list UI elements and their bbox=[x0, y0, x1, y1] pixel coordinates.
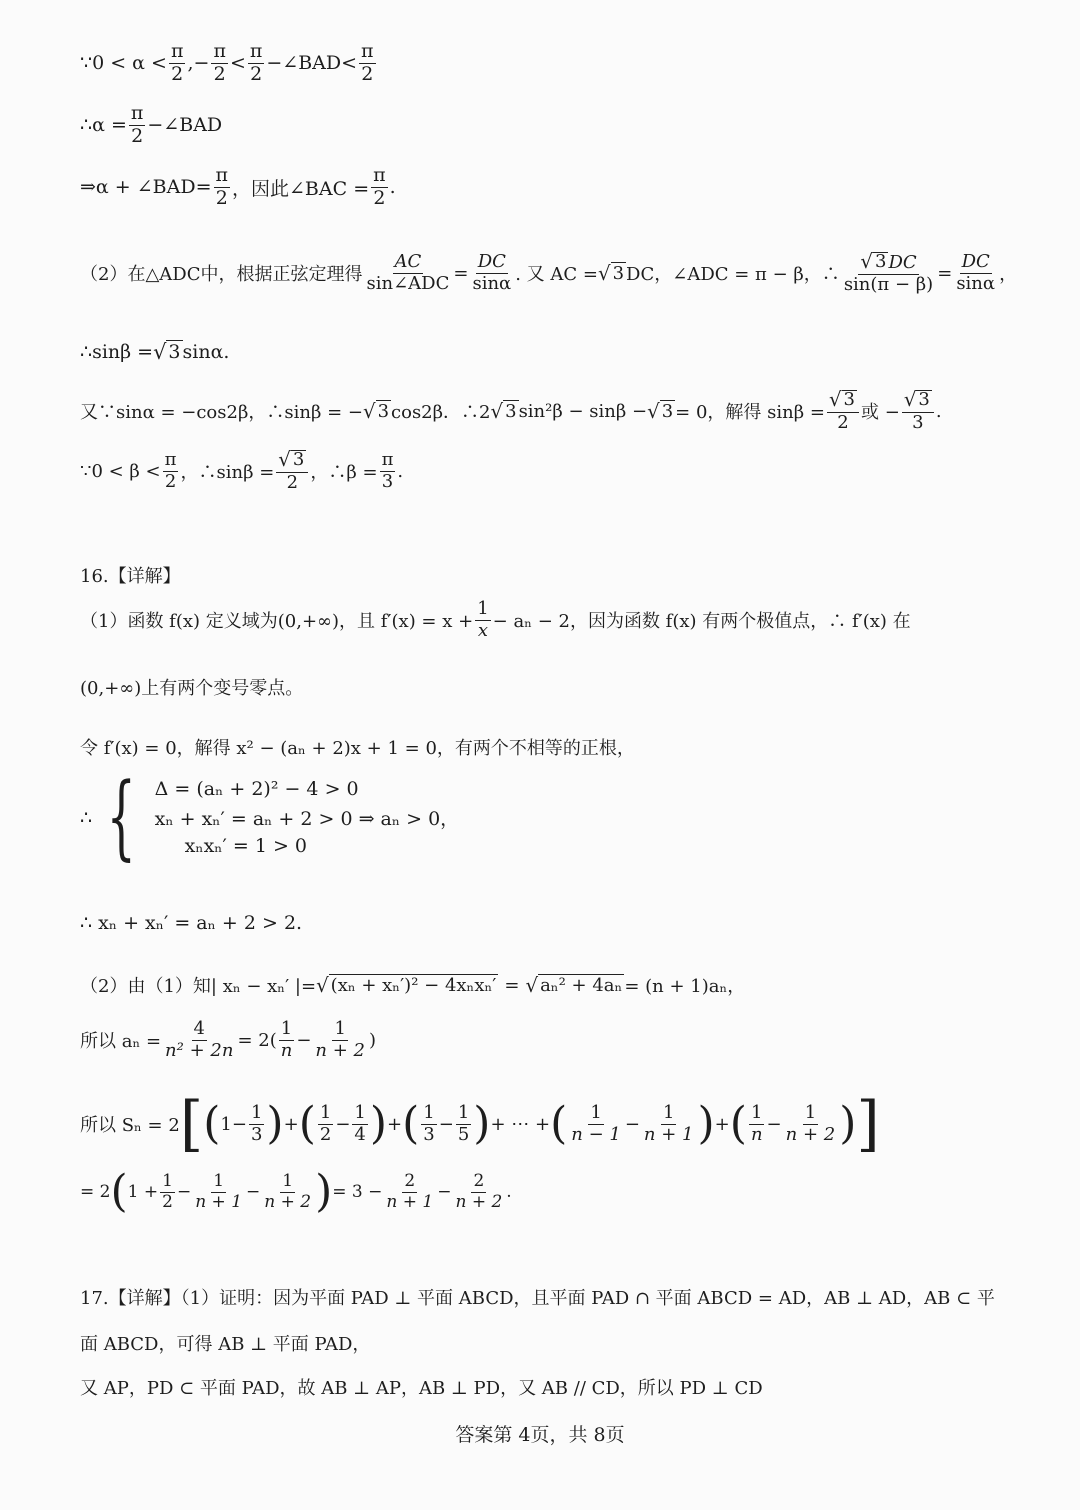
line-16-1 bbox=[80, 600, 911, 641]
numerator: √ 3 bbox=[276, 450, 308, 473]
numerator: DC bbox=[961, 251, 990, 272]
fraction bbox=[365, 253, 452, 294]
text: −∠BAD bbox=[147, 114, 223, 137]
denominator: n bbox=[280, 1039, 293, 1061]
text: = bbox=[504, 974, 520, 996]
text: ,− bbox=[187, 52, 210, 75]
numerator: π bbox=[249, 40, 263, 62]
text: 17.【详解】（1）证明：因为平面 PAD ⊥ 平面 ABCD，且平面 PAD ∩ 平面 ABCD = AD，AB ⊥ AD，AB ⊂ 平 bbox=[80, 1288, 995, 1309]
page-footer: 答案第 4页，共 8页 bbox=[455, 1424, 625, 1446]
fraction bbox=[470, 253, 513, 294]
fraction bbox=[371, 166, 388, 209]
text: ，∴sinβ = bbox=[180, 462, 275, 484]
text: （1）函数 f(x) 定义域为(0,+∞)，且 f′(x) = x + bbox=[80, 611, 474, 633]
text: = bbox=[937, 262, 953, 284]
fraction bbox=[279, 1020, 295, 1061]
text: （2）在△ADC中，根据正弦定理得 bbox=[80, 264, 363, 286]
denominator: n² + 2n bbox=[165, 1039, 234, 1061]
text: 面 ABCD，可得 AB ⊥ 平面 PAD， bbox=[80, 1334, 371, 1355]
text: = bbox=[453, 262, 469, 284]
denominator: sinα bbox=[956, 272, 996, 294]
therefore: ∴ bbox=[80, 806, 93, 829]
system-row: xₙ + xₙ′ = aₙ + 2 > 0 ⇒ aₙ > 0， bbox=[154, 808, 460, 830]
text: − aₙ − 2，因为函数 f(x) 有两个极值点，∴ f′(x) 在 bbox=[492, 611, 911, 633]
fraction bbox=[211, 42, 228, 85]
fraction bbox=[163, 1020, 235, 1061]
line-3: ⇒α + ∠BAD= $\frac{\pi}{2}$ ，因此∠BAC = $\frac{\pi}{2}$ . bbox=[80, 164, 396, 209]
system-row: xₙxₙ′ = 1 > 0 bbox=[184, 835, 307, 857]
numerator: π bbox=[213, 40, 226, 62]
numerator: √ 3 DC bbox=[860, 250, 917, 273]
text: = 2 bbox=[80, 1182, 111, 1202]
line-16-3 bbox=[80, 734, 635, 760]
text: 又∵sinα = −cos2β，∴sinβ = − bbox=[80, 402, 363, 424]
line-4 bbox=[80, 252, 1017, 295]
radicand: (xₙ + xₙ′)² − 4xₙxₙ′ bbox=[330, 974, 497, 996]
denominator: 3 bbox=[912, 411, 924, 433]
line-17-1 bbox=[80, 1284, 995, 1310]
denominator: 2 bbox=[837, 411, 849, 433]
line-6 bbox=[80, 390, 942, 433]
system-row: Δ = (aₙ + 2)² − 4 > 0 bbox=[154, 778, 359, 800]
text: 又 AP，PD ⊂ 平面 PAD，故 AB ⊥ AP，AB ⊥ PD，又 AB // CD，所以 PD ⊥ CD bbox=[80, 1378, 763, 1399]
radicand: 3 bbox=[377, 400, 390, 422]
text: ∴sinβ = bbox=[80, 341, 154, 363]
numerator: AC bbox=[394, 251, 422, 272]
denominator: 2 bbox=[215, 186, 228, 209]
denominator: 2 bbox=[250, 62, 263, 85]
text: = (n + 1)aₙ， bbox=[624, 976, 746, 997]
equation-system bbox=[92, 763, 460, 871]
denominator: 2 bbox=[361, 62, 374, 85]
fraction bbox=[129, 104, 146, 147]
text: 令 f′(x) = 0，解得 x² − (aₙ + 2)x + 1 = 0，有两个不相等的正根， bbox=[80, 738, 635, 759]
text: ∴α = bbox=[80, 114, 127, 137]
numerator: √ 3 bbox=[902, 390, 934, 413]
text: − bbox=[296, 1029, 312, 1051]
sqrt: √ 3 bbox=[153, 340, 181, 364]
denominator: x bbox=[477, 619, 488, 641]
text: . bbox=[397, 460, 404, 482]
sqrt: √ 3 bbox=[597, 261, 625, 285]
section-16-title bbox=[80, 562, 181, 588]
fraction bbox=[902, 390, 934, 433]
text: ∵0 < β < bbox=[80, 460, 161, 482]
sqrt: √ (xₙ + xₙ′)² − 4xₙxₙ′ bbox=[316, 973, 497, 997]
radicand: 3 bbox=[505, 400, 517, 422]
radicand: 3 bbox=[612, 262, 625, 284]
line-17-3 bbox=[80, 1374, 763, 1400]
fraction bbox=[313, 1020, 367, 1061]
line-5 bbox=[80, 340, 229, 364]
fraction bbox=[954, 253, 997, 294]
text: ，∴β = bbox=[310, 462, 378, 484]
fraction bbox=[380, 451, 396, 492]
denominator: 2 bbox=[286, 471, 299, 493]
numerator: π bbox=[215, 164, 229, 186]
text: = 2( bbox=[237, 1029, 277, 1051]
radicand: 3 bbox=[168, 341, 181, 363]
numerator: π bbox=[130, 102, 144, 124]
fraction bbox=[276, 450, 308, 493]
line-7 bbox=[80, 450, 403, 493]
denominator: 2 bbox=[213, 62, 226, 85]
text: sinα. bbox=[182, 341, 230, 363]
radicand: aₙ² + 4aₙ bbox=[540, 974, 623, 996]
denominator: n + 2 bbox=[315, 1039, 365, 1061]
radicand: 3 bbox=[661, 400, 674, 422]
ellipsis: + ⋯ + bbox=[490, 1113, 551, 1135]
text: ) bbox=[368, 1029, 377, 1051]
text: (0,+∞)上有两个变号零点。 bbox=[80, 678, 304, 699]
text: = 0，解得 sinβ = bbox=[675, 402, 825, 424]
text: ，因此∠BAC = bbox=[232, 177, 370, 200]
text: = 3 − bbox=[332, 1182, 383, 1202]
numerator: 1 bbox=[280, 1018, 293, 1039]
fraction bbox=[163, 451, 179, 492]
line-16-5 bbox=[80, 972, 745, 998]
fraction bbox=[827, 390, 859, 433]
line-17-2 bbox=[80, 1330, 370, 1356]
denominator: 2 bbox=[131, 124, 144, 147]
text: 所以 Sₙ = 2 bbox=[80, 1115, 180, 1136]
denominator: 2 bbox=[164, 470, 177, 492]
text: ∵0 < α < bbox=[80, 52, 167, 75]
fraction bbox=[169, 42, 186, 85]
text: （2）由（1）知| xₙ − xₙ′ |= bbox=[80, 976, 317, 997]
numerator: 1 bbox=[334, 1018, 346, 1039]
denominator: 3 bbox=[381, 470, 394, 492]
denominator: sin(π − β) bbox=[843, 273, 934, 295]
numerator: 4 bbox=[193, 1018, 205, 1039]
numerator: √ 3 bbox=[827, 390, 859, 413]
line-16-2 bbox=[80, 674, 303, 700]
fraction bbox=[475, 600, 490, 641]
fraction bbox=[842, 252, 935, 295]
sqrt: √ aₙ² + 4aₙ bbox=[525, 973, 623, 997]
text: 所以 aₙ = bbox=[80, 1031, 162, 1053]
text: < bbox=[229, 52, 246, 75]
denominator: sin∠ADC bbox=[366, 272, 450, 294]
text: sin²β − sinβ − bbox=[518, 400, 648, 422]
numerator: π bbox=[164, 449, 177, 470]
text: −∠BAD< bbox=[266, 52, 358, 75]
numerator: 1 bbox=[477, 598, 489, 619]
numerator: π bbox=[381, 449, 394, 470]
line-16-6 bbox=[80, 1020, 376, 1061]
line-16-8: = 2 ( 1 + $\frac{1}{2}$ − $\frac{1}{n + 1}$ − $\frac{1}{n + 2}$ ) = 3 − $\frac{2}{n + 1}$ − $\frac{2}{n + 2}$ . bbox=[80, 1166, 512, 1217]
line-1 bbox=[80, 42, 378, 85]
sqrt: √ 3 bbox=[362, 399, 390, 423]
text: . bbox=[935, 400, 942, 422]
text: ∴ xₙ + xₙ′ = aₙ + 2 > 2. bbox=[80, 912, 303, 934]
sqrt: √ 3 bbox=[647, 399, 674, 423]
line-16-4 bbox=[80, 912, 302, 934]
text: DC，∠ADC = π − β，∴ bbox=[626, 264, 840, 286]
denominator: 2 bbox=[171, 62, 184, 85]
left-brace: { bbox=[106, 763, 137, 871]
text: ， bbox=[999, 264, 1018, 286]
text: . 又 AC = bbox=[515, 264, 598, 286]
numerator: π bbox=[170, 40, 184, 62]
text: 或 − bbox=[861, 402, 900, 424]
fraction bbox=[359, 42, 376, 85]
line-2 bbox=[80, 104, 222, 147]
line-16-system bbox=[80, 763, 460, 871]
denominator: 2 bbox=[373, 186, 386, 209]
sqrt: √ 3 bbox=[490, 399, 517, 423]
numerator: DC bbox=[477, 251, 506, 272]
fraction bbox=[214, 166, 231, 209]
denominator: sinα bbox=[472, 272, 512, 294]
numerator: π bbox=[361, 40, 374, 62]
numerator: π bbox=[373, 164, 386, 186]
text: ⇒α + ∠BAD= bbox=[80, 176, 212, 199]
fraction bbox=[248, 42, 265, 85]
text: cos2β．∴2 bbox=[391, 402, 491, 424]
heading: 16.【详解】 bbox=[80, 566, 181, 587]
line-16-7: 所以 Sₙ = 2 [ ( 1− $\frac{1}{3}$ ) + ( $\frac{1}{2}$ − $\frac{1}{4}$ ) + ( $\frac{1}{3}$ − $\frac{1}{5}$ ) + ⋯ + ( $\frac{1}{n - 1}$ − $\frac{1}{n + 1}$ ) + ( $\frac{1}{n}$ − $\frac{1}{n + 2}$ ) ] bbox=[80, 1089, 880, 1159]
